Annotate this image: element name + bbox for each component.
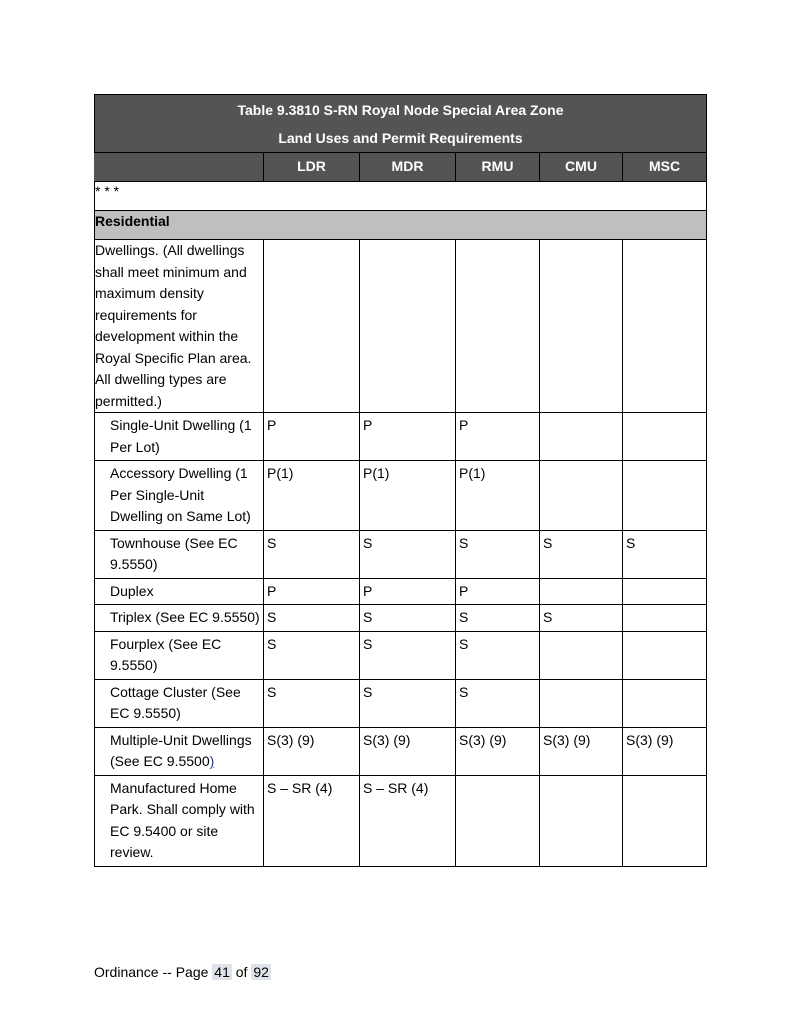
land-use-label: Duplex — [110, 582, 154, 599]
permit-cell-cmu — [540, 631, 623, 679]
permit-cell-cmu — [540, 578, 623, 605]
empty-cell — [456, 240, 540, 413]
permit-cell-cmu — [540, 413, 623, 461]
permit-cell-cmu — [540, 461, 623, 531]
permit-cell-mdr: S — [360, 530, 456, 578]
land-use-label: Single-Unit Dwelling (1 Per Lot) — [110, 417, 252, 455]
use-rows — [95, 413, 707, 867]
land-use-name — [95, 530, 264, 578]
table-row — [95, 578, 707, 605]
land-use-name — [95, 727, 264, 775]
land-use-name — [95, 775, 264, 866]
land-use-name — [95, 631, 264, 679]
land-use-table — [94, 94, 707, 867]
permit-cell-mdr: S(3) (9) — [360, 727, 456, 775]
permit-cell-msc — [623, 461, 707, 531]
table-row — [95, 679, 707, 727]
footer-prefix: Ordinance -- Page — [94, 964, 209, 980]
column-header-ldr: LDR — [264, 153, 360, 182]
permit-cell-msc — [623, 775, 707, 866]
permit-cell-mdr: P — [360, 578, 456, 605]
permit-cell-mdr: P — [360, 413, 456, 461]
table-row — [95, 775, 707, 866]
permit-cell-rmu: P(1) — [456, 461, 540, 531]
permit-cell-ldr: S — [264, 605, 360, 632]
column-header-cmu: CMU — [540, 153, 623, 182]
page-footer — [94, 962, 271, 982]
permit-cell-msc — [623, 679, 707, 727]
footer-page-number: 41 — [214, 964, 230, 980]
table-row — [95, 727, 707, 775]
column-header-mdr: MDR — [360, 153, 456, 182]
permit-cell-rmu: P — [456, 578, 540, 605]
land-use-name — [95, 679, 264, 727]
table-row — [95, 530, 707, 578]
permit-cell-ldr: S — [264, 679, 360, 727]
empty-cell — [623, 240, 707, 413]
table-title-line2: Land Uses and Permit Requirements — [278, 130, 523, 146]
permit-cell-rmu: S — [456, 530, 540, 578]
permit-cell-rmu: S — [456, 679, 540, 727]
land-use-name — [95, 578, 264, 605]
column-header-row — [95, 153, 707, 182]
permit-cell-ldr: S(3) (9) — [264, 727, 360, 775]
permit-cell-ldr: S — [264, 631, 360, 679]
table-title-line1: Table 9.3810 S-RN Royal Node Special Area Zone — [237, 102, 564, 118]
ellipsis-row — [95, 182, 707, 211]
table-title-row — [95, 95, 707, 153]
permit-cell-msc — [623, 631, 707, 679]
permit-cell-rmu: S — [456, 631, 540, 679]
footer-of: of — [235, 964, 248, 980]
permit-cell-cmu: S(3) (9) — [540, 727, 623, 775]
column-header-msc: MSC — [623, 153, 707, 182]
land-use-name — [95, 413, 264, 461]
permit-cell-mdr: P(1) — [360, 461, 456, 531]
permit-cell-ldr: P — [264, 413, 360, 461]
land-use-name — [95, 605, 264, 632]
table-row — [95, 605, 707, 632]
permit-cell-msc: S(3) (9) — [623, 727, 707, 775]
land-use-label: Manufactured Home Park. Shall comply with EC 9.5400 or site review. — [110, 779, 255, 860]
empty-cell — [360, 240, 456, 413]
table-row — [95, 461, 707, 531]
permit-cell-msc: S — [623, 530, 707, 578]
land-use-label: Fourplex (See EC 9.5550) — [110, 635, 222, 673]
land-use-label: Cottage Cluster (See EC 9.5550) — [110, 683, 241, 721]
land-use-name — [95, 461, 264, 531]
intro-text: Dwellings. (All dwellings shall meet minimum and maximum density requirements for development within the Royal Specific Plan area. All dwelling types are permitted.) — [95, 240, 264, 413]
table-title — [95, 95, 707, 153]
land-use-label: Townhouse (See EC 9.5550) — [110, 534, 238, 572]
footer-page-total: 92 — [253, 964, 269, 980]
permit-cell-mdr: S — [360, 679, 456, 727]
land-use-label: Accessory Dwelling (1 Per Single-Unit Dwelling on Same Lot) — [110, 465, 251, 524]
intro-row — [95, 240, 707, 413]
permit-cell-ldr: P(1) — [264, 461, 360, 531]
section-row — [95, 211, 707, 240]
land-use-label: Triplex (See EC 9.5550) — [110, 609, 260, 625]
empty-cell — [540, 240, 623, 413]
permit-cell-mdr: S — [360, 631, 456, 679]
permit-cell-msc — [623, 413, 707, 461]
permit-cell-msc — [623, 578, 707, 605]
permit-cell-rmu: S(3) (9) — [456, 727, 540, 775]
permit-cell-ldr: S — [264, 530, 360, 578]
permit-cell-mdr: S — [360, 605, 456, 632]
permit-cell-cmu: S — [540, 530, 623, 578]
permit-cell-ldr: S – SR (4) — [264, 775, 360, 866]
permit-cell-ldr: P — [264, 578, 360, 605]
reference-link[interactable]: ) — [209, 753, 215, 769]
land-use-label: Multiple-Unit Dwellings (See EC 9.5500 — [110, 731, 252, 769]
permit-cell-msc — [623, 605, 707, 632]
permit-cell-rmu: S — [456, 605, 540, 632]
permit-cell-cmu — [540, 679, 623, 727]
permit-cell-rmu — [456, 775, 540, 866]
permit-cell-cmu — [540, 775, 623, 866]
permit-cell-cmu: S — [540, 605, 623, 632]
ellipsis-text: * * * — [95, 182, 707, 211]
empty-cell — [264, 240, 360, 413]
permit-cell-rmu: P — [456, 413, 540, 461]
permit-cell-mdr: S – SR (4) — [360, 775, 456, 866]
table-row — [95, 413, 707, 461]
column-header-rmu: RMU — [456, 153, 540, 182]
section-heading: Residential — [95, 211, 707, 240]
table-row — [95, 631, 707, 679]
column-header-blank — [95, 153, 264, 182]
